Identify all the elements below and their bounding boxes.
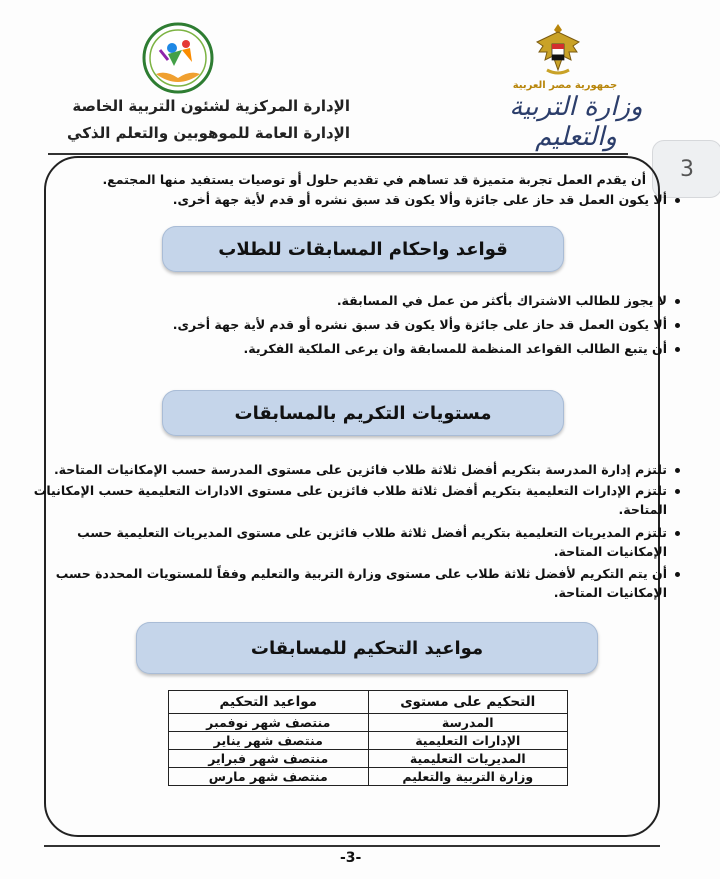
honors-item-continuation: المتاحة. (618, 502, 667, 517)
honors-item-text: تلتزم الإدارات التعليمية بتكريم أفضل ثلاثة طلاب فائزين على مستوى الادارات التعليمية حسب الإمكانيات (33, 483, 667, 498)
table-cell: منتصف شهر يناير (169, 732, 369, 750)
section-honors-title: مستويات التكريم بالمسابقات (162, 390, 564, 436)
footer-divider (44, 845, 660, 847)
table-cell: منتصف شهر مارس (169, 768, 369, 786)
honors-item-text: تلتزم المديريات التعليمية بتكريم أفضل ثلاثة طلاب فائزين على مستوى المديريات التعليمية حسب (77, 525, 667, 540)
table-cell: الإدارات التعليمية (368, 732, 568, 750)
honors-item-continuation: الإمكانيات المتاحة. (553, 585, 667, 600)
intro-bullet-text: ألا يكون العمل قد حاز على جائزة وألا يكون قد سبق نشره أو قدم لأية جهة أخرى. (172, 192, 667, 207)
rules-item-text: ألا يكون العمل قد حاز على جائزة وألا يكون قد سبق نشره أو قدم لأية جهة أخرى. (172, 317, 667, 332)
honors-item (34, 483, 680, 498)
intro-line: أن يقدم العمل تجربة متميزة قد تساهم في تقديم حلول أو توصيات يستفيد منها المجتمع. (102, 172, 646, 187)
column-header: مواعيد التحكيم (169, 691, 369, 714)
rules-item-text: أن يتبع الطالب القواعد المنظمة للمسابقة وان يرعى الملكية الفكرية. (243, 341, 667, 356)
ministry-logo-text: وزارة التربية والتعليم (509, 92, 643, 152)
table-row (169, 714, 568, 732)
bullet-icon (675, 531, 680, 536)
table-cell: المديريات التعليمية (368, 750, 568, 768)
bullet-icon (675, 323, 680, 328)
section-rules-title: قواعد واحكام المسابقات للطلاب (162, 226, 564, 272)
table-header-row (169, 691, 568, 714)
gifted-education-logo (138, 20, 218, 100)
intro-bullet (173, 192, 680, 207)
bullet-icon (675, 468, 680, 473)
judging-schedule-table (168, 690, 568, 786)
page-number: -3- (340, 850, 362, 866)
honors-item (56, 566, 680, 581)
bullet-icon (675, 347, 680, 352)
table-cell: وزارة التربية والتعليم (368, 768, 568, 786)
column-header: التحكيم على مستوى (368, 691, 568, 714)
table-row (169, 750, 568, 768)
table-cell: منتصف شهر فبراير (169, 750, 369, 768)
central-admin-title: الإدارة المركزية لشئون التربية الخاصة (72, 97, 350, 115)
rules-item (173, 317, 680, 332)
table-row (169, 732, 568, 750)
honors-item-text: تلتزم إدارة المدرسة بتكريم أفضل ثلاثة طلاب فائزين على مستوى المدرسة حسب الإمكانيات المتاحة. (53, 462, 667, 477)
rules-item (337, 293, 680, 308)
table-cell: المدرسة (368, 714, 568, 732)
egypt-eagle-emblem (533, 20, 583, 80)
header-divider (48, 153, 628, 155)
bullet-icon (675, 489, 680, 494)
table-cell: منتصف شهر نوفمبر (169, 714, 369, 732)
bullet-icon (675, 572, 680, 577)
rules-item-text: لا يجوز للطالب الاشتراك بأكثر من عمل في المسابقة. (336, 293, 667, 308)
bullet-icon (675, 299, 680, 304)
honors-item (77, 525, 680, 540)
bullet-icon (675, 198, 680, 203)
honors-item-continuation: الإمكانيات المتاحة. (553, 544, 667, 559)
honors-item (54, 462, 680, 477)
page-header (0, 0, 720, 160)
honors-item-text: أن يتم التكريم لأفضل ثلاثة طلاب على مستوى وزارة التربية والتعليم وفقاً للمستويات المحددة حسب (55, 566, 667, 581)
general-admin-title: الإدارة العامة للموهوبين والتعلم الذكي (67, 124, 350, 142)
republic-label: جمهورية مصر العربية (512, 80, 618, 91)
rules-item (244, 341, 680, 356)
section-judging-title: مواعيد التحكيم للمسابقات (136, 622, 598, 674)
table-row (169, 768, 568, 786)
page-indicator-badge: 3 (652, 140, 720, 198)
